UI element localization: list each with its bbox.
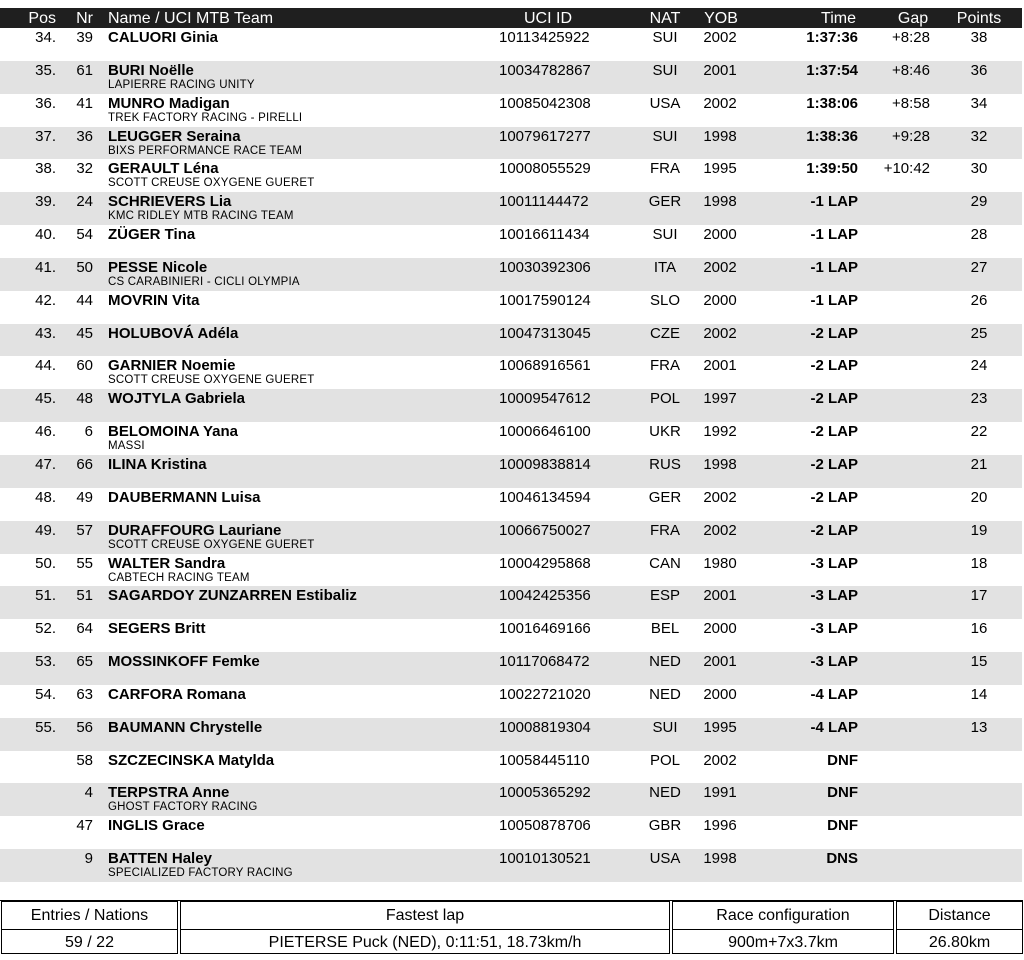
table-row <box>0 554 1022 587</box>
rider-team: SPECIALIZED FACTORY RACING <box>108 867 293 880</box>
rider-number: 6 <box>84 423 93 441</box>
rider-position: 39. <box>35 193 56 211</box>
summary-distance-value: 26.80km <box>928 934 991 951</box>
rider-points: 36 <box>970 61 988 79</box>
summary-config-value: 900m+7x3.7km <box>728 934 838 951</box>
rider-name: HOLUBOVÁ Adéla <box>108 324 239 342</box>
table-row <box>0 291 1022 324</box>
rider-number: 44 <box>76 291 93 309</box>
summary-entries <box>1 901 178 954</box>
rider-team: SCOTT CREUSE OXYGENE GUERET <box>108 538 315 551</box>
rider-uci-id: 10117068472 <box>499 653 590 671</box>
rider-uci-id: 10046134594 <box>499 488 591 506</box>
rider-number: 32 <box>76 160 93 178</box>
rider-time: -3 LAP <box>810 554 858 572</box>
rider-position: 49. <box>35 521 56 539</box>
rider-year-of-birth: 2002 <box>703 324 737 342</box>
rider-time: -2 LAP <box>810 455 858 473</box>
rider-position: 47. <box>35 455 56 473</box>
rider-name: ILINA Kristina <box>108 455 207 473</box>
rider-points: 13 <box>970 718 988 736</box>
rider-number: 58 <box>76 751 93 769</box>
table-row <box>0 652 1022 685</box>
rider-team: SCOTT CREUSE OXYGENE GUERET <box>108 374 315 387</box>
rider-team: SCOTT CREUSE OXYGENE GUERET <box>108 177 315 190</box>
rider-time: 1:38:06 <box>806 94 858 112</box>
rider-gap: +8:28 <box>892 29 930 46</box>
rider-position: 46. <box>35 423 56 441</box>
rider-position: 45. <box>35 390 56 408</box>
rider-nationality: FRA <box>650 521 680 539</box>
rider-year-of-birth: 1997 <box>703 390 737 408</box>
rider-time: -4 LAP <box>810 718 858 736</box>
rider-position: 51. <box>35 587 56 605</box>
rider-year-of-birth: 2000 <box>703 226 737 244</box>
rider-points: 15 <box>970 653 988 671</box>
table-row <box>0 783 1022 816</box>
rider-year-of-birth: 1995 <box>703 160 737 178</box>
rider-year-of-birth: 1980 <box>703 554 737 572</box>
rider-year-of-birth: 2000 <box>703 291 737 309</box>
rider-gap: +8:46 <box>892 61 930 79</box>
rider-uci-id: 10022721020 <box>499 685 591 703</box>
table-row <box>0 258 1022 291</box>
rider-year-of-birth: 1996 <box>703 817 737 835</box>
rider-nationality: BEL <box>650 620 680 638</box>
table-row <box>0 586 1022 619</box>
rider-uci-id: 10005365292 <box>499 784 591 802</box>
rider-position: 34. <box>35 29 56 46</box>
rider-name: GERAULT Léna <box>108 160 219 178</box>
results-table-body <box>0 28 1022 882</box>
rider-time: 1:37:54 <box>806 61 858 79</box>
rider-gap: +10:42 <box>883 160 930 178</box>
rider-time: -2 LAP <box>810 423 858 441</box>
rider-position: 48. <box>35 488 56 506</box>
rider-name: BATTEN Haley <box>108 850 212 868</box>
rider-name: WALTER Sandra <box>108 554 226 572</box>
rider-name: TERPSTRA Anne <box>108 784 230 802</box>
summary-distance-label: Distance <box>897 902 1022 930</box>
header-nat: NAT <box>649 10 681 27</box>
rider-name: CARFORA Romana <box>108 685 246 703</box>
rider-year-of-birth: 1992 <box>703 423 737 441</box>
rider-team: GHOST FACTORY RACING <box>108 801 258 814</box>
rider-number: 50 <box>76 258 93 276</box>
rider-year-of-birth: 1998 <box>703 455 737 473</box>
rider-uci-id: 10008819304 <box>499 718 591 736</box>
header-name: Name / UCI MTB Team <box>108 10 274 27</box>
rider-nationality: CZE <box>650 324 680 342</box>
table-row <box>0 816 1022 849</box>
rider-uci-id: 10113425922 <box>499 29 590 46</box>
table-row <box>0 422 1022 455</box>
rider-number: 60 <box>76 357 93 375</box>
rider-nationality: NED <box>649 685 681 703</box>
rider-nationality: ITA <box>653 258 677 276</box>
table-row <box>0 192 1022 225</box>
rider-name: PESSE Nicole <box>108 258 208 276</box>
table-row <box>0 849 1022 882</box>
rider-uci-id: 10034782867 <box>499 61 591 79</box>
rider-name: BELOMOINA Yana <box>108 423 239 441</box>
rider-nationality: GBR <box>648 817 682 835</box>
rider-name: SCHRIEVERS Lia <box>108 193 232 211</box>
rider-uci-id: 10042425356 <box>499 587 591 605</box>
rider-position: 53. <box>35 653 56 671</box>
rider-points: 16 <box>970 620 988 638</box>
rider-time: -3 LAP <box>810 653 858 671</box>
rider-time: -4 LAP <box>810 685 858 703</box>
rider-points: 24 <box>970 357 988 375</box>
rider-nationality: SUI <box>652 29 678 46</box>
race-summary <box>0 900 1023 954</box>
table-row <box>0 488 1022 521</box>
rider-team: KMC RIDLEY MTB RACING TEAM <box>108 210 294 223</box>
rider-time: -1 LAP <box>810 291 858 309</box>
header-yob: YOB <box>704 10 738 27</box>
rider-position: 43. <box>35 324 56 342</box>
rider-nationality: FRA <box>650 357 680 375</box>
rider-year-of-birth: 1998 <box>703 127 737 145</box>
summary-fastest-label: Fastest lap <box>181 902 669 930</box>
rider-uci-id: 10066750027 <box>499 521 591 539</box>
rider-position: 55. <box>35 718 56 736</box>
rider-nationality: NED <box>649 784 681 802</box>
rider-points: 18 <box>970 554 988 572</box>
table-row <box>0 127 1022 160</box>
rider-number: 47 <box>76 817 93 835</box>
rider-time: -1 LAP <box>810 193 858 211</box>
rider-name: SAGARDOY ZUNZARREN Estibaliz <box>108 587 357 605</box>
summary-entries-label: Entries / Nations <box>2 902 177 930</box>
rider-position: 54. <box>35 685 56 703</box>
rider-nationality: POL <box>649 751 681 769</box>
rider-name: BURI Noëlle <box>108 61 194 79</box>
rider-year-of-birth: 2001 <box>703 587 737 605</box>
rider-name: INGLIS Grace <box>108 817 205 835</box>
rider-position: 35. <box>35 61 56 79</box>
rider-name: ZÜGER Tina <box>108 226 196 244</box>
rider-points: 25 <box>970 324 988 342</box>
rider-uci-id: 10016611434 <box>499 226 590 244</box>
rider-points: 23 <box>970 390 988 408</box>
rider-time: 1:37:36 <box>806 29 858 46</box>
rider-points: 32 <box>970 127 988 145</box>
rider-number: 45 <box>76 324 93 342</box>
rider-name: MUNRO Madigan <box>108 94 230 112</box>
rider-number: 4 <box>84 784 93 802</box>
rider-year-of-birth: 2002 <box>703 521 737 539</box>
rider-points: 22 <box>970 423 988 441</box>
rider-nationality: SLO <box>649 291 681 309</box>
header-nr: Nr <box>76 10 93 27</box>
rider-number: 55 <box>76 554 93 572</box>
rider-year-of-birth: 2002 <box>703 258 737 276</box>
rider-nationality: ESP <box>649 587 681 605</box>
table-row <box>0 521 1022 554</box>
rider-points: 20 <box>970 488 988 506</box>
rider-uci-id: 10016469166 <box>499 620 591 638</box>
rider-position: 36. <box>35 94 56 112</box>
rider-points: 14 <box>970 685 988 703</box>
rider-time: DNF <box>827 784 858 802</box>
rider-position: 40. <box>35 226 56 244</box>
rider-name: CALUORI Ginia <box>108 29 219 46</box>
rider-points: 27 <box>970 258 988 276</box>
rider-name: LEUGGER Seraina <box>108 127 241 145</box>
rider-name: DAUBERMANN Luisa <box>108 488 261 506</box>
rider-name: DURAFFOURG Lauriane <box>108 521 282 539</box>
rider-name: SEGERS Britt <box>108 620 206 638</box>
rider-time: DNS <box>826 850 858 868</box>
rider-team: CS CARABINIERI - CICLI OLYMPIA <box>108 275 300 288</box>
rider-number: 48 <box>76 390 93 408</box>
rider-position: 38. <box>35 160 56 178</box>
rider-nationality: SUI <box>652 61 678 79</box>
rider-number: 36 <box>76 127 93 145</box>
rider-uci-id: 10050878706 <box>499 817 591 835</box>
table-row <box>0 455 1022 488</box>
table-row <box>0 225 1022 258</box>
rider-time: 1:38:36 <box>806 127 858 145</box>
rider-position: 41. <box>35 258 56 276</box>
rider-number: 39 <box>76 29 93 46</box>
summary-entries-value: 59 / 22 <box>65 934 114 951</box>
table-row <box>0 685 1022 718</box>
rider-name: WOJTYLA Gabriela <box>108 390 245 408</box>
rider-uci-id: 10047313045 <box>499 324 591 342</box>
rider-points: 19 <box>970 521 988 539</box>
rider-year-of-birth: 2002 <box>703 94 737 112</box>
summary-race-configuration <box>672 901 894 954</box>
rider-uci-id: 10009838814 <box>499 455 591 473</box>
rider-uci-id: 10010130521 <box>499 850 591 868</box>
rider-nationality: NED <box>649 653 681 671</box>
rider-number: 9 <box>84 850 93 868</box>
rider-time: -2 LAP <box>810 324 858 342</box>
rider-uci-id: 10009547612 <box>499 390 591 408</box>
rider-uci-id: 10017590124 <box>499 291 591 309</box>
rider-name: BAUMANN Chrystelle <box>108 718 263 736</box>
table-row <box>0 751 1022 784</box>
table-row <box>0 324 1022 357</box>
rider-year-of-birth: 1998 <box>703 850 737 868</box>
rider-team: LAPIERRE RACING UNITY <box>108 78 255 91</box>
rider-year-of-birth: 2001 <box>703 357 737 375</box>
rider-points: 28 <box>970 226 988 244</box>
rider-nationality: RUS <box>649 455 681 473</box>
rider-uci-id: 10058445110 <box>499 751 590 769</box>
rider-gap: +9:28 <box>892 127 930 145</box>
table-row <box>0 159 1022 192</box>
rider-points: 34 <box>970 94 988 112</box>
rider-position: 52. <box>35 620 56 638</box>
rider-year-of-birth: 1995 <box>703 718 737 736</box>
rider-team: MASSI <box>108 440 145 453</box>
rider-uci-id: 10011144472 <box>499 193 589 211</box>
rider-year-of-birth: 2001 <box>703 61 737 79</box>
summary-fastest-value: PIETERSE Puck (NED), 0:11:51, 18.73km/h <box>268 934 582 951</box>
rider-name: SZCZECINSKA Matylda <box>108 751 275 769</box>
rider-nationality: CAN <box>649 554 681 572</box>
rider-points: 17 <box>970 587 988 605</box>
rider-uci-id: 10085042308 <box>499 94 591 112</box>
rider-number: 63 <box>76 685 93 703</box>
rider-year-of-birth: 1991 <box>703 784 737 802</box>
rider-time: 1:39:50 <box>806 160 858 178</box>
rider-time: -1 LAP <box>810 226 858 244</box>
rider-name: MOSSINKOFF Femke <box>108 653 260 671</box>
header-time: Time <box>821 10 856 27</box>
rider-number: 49 <box>76 488 93 506</box>
table-row <box>0 389 1022 422</box>
summary-fastest-lap <box>180 901 670 954</box>
rider-time: -2 LAP <box>810 357 858 375</box>
rider-year-of-birth: 2002 <box>703 751 737 769</box>
rider-year-of-birth: 2000 <box>703 620 737 638</box>
rider-number: 56 <box>76 718 93 736</box>
results-table-header <box>0 8 1022 28</box>
rider-nationality: USA <box>649 94 681 112</box>
table-row <box>0 619 1022 652</box>
header-gap: Gap <box>897 10 929 27</box>
rider-number: 64 <box>76 620 93 638</box>
summary-distance <box>896 901 1023 954</box>
table-row <box>0 94 1022 127</box>
table-row <box>0 61 1022 94</box>
rider-nationality: SUI <box>652 718 678 736</box>
rider-number: 51 <box>76 587 93 605</box>
rider-team: BIXS PERFORMANCE RACE TEAM <box>108 144 303 157</box>
rider-team: CABTECH RACING TEAM <box>108 571 250 584</box>
rider-gap: +8:58 <box>892 94 930 112</box>
rider-uci-id: 10068916561 <box>499 357 591 375</box>
rider-number: 65 <box>76 653 93 671</box>
rider-time: -2 LAP <box>810 521 858 539</box>
rider-year-of-birth: 2000 <box>703 685 737 703</box>
rider-time: DNF <box>827 817 858 835</box>
rider-position: 42. <box>35 291 56 309</box>
table-row <box>0 718 1022 751</box>
rider-year-of-birth: 2002 <box>703 488 737 506</box>
rider-points: 29 <box>970 193 988 211</box>
rider-nationality: GER <box>648 193 682 211</box>
rider-number: 24 <box>76 193 93 211</box>
rider-points: 26 <box>970 291 988 309</box>
rider-time: -2 LAP <box>810 390 858 408</box>
rider-name: MOVRIN Vita <box>108 291 200 309</box>
header-points: Points <box>956 10 1002 27</box>
rider-number: 54 <box>76 226 93 244</box>
rider-team: TREK FACTORY RACING - PIRELLI <box>108 111 303 124</box>
rider-position: 44. <box>35 357 56 375</box>
rider-nationality: SUI <box>652 226 678 244</box>
rider-number: 57 <box>76 521 93 539</box>
rider-year-of-birth: 1998 <box>703 193 737 211</box>
rider-position: 37. <box>35 127 56 145</box>
rider-nationality: SUI <box>652 127 678 145</box>
rider-points: 38 <box>970 29 988 46</box>
rider-uci-id: 10006646100 <box>499 423 591 441</box>
rider-uci-id: 10004295868 <box>499 554 591 572</box>
rider-points: 30 <box>970 160 988 178</box>
rider-nationality: UKR <box>649 423 681 441</box>
rider-year-of-birth: 2002 <box>703 29 737 46</box>
rider-uci-id: 10008055529 <box>499 160 591 178</box>
rider-nationality: POL <box>649 390 681 408</box>
rider-nationality: GER <box>648 488 682 506</box>
header-pos: Pos <box>28 10 56 27</box>
rider-position: 50. <box>35 554 56 572</box>
summary-config-label: Race configuration <box>673 902 893 930</box>
table-row <box>0 356 1022 389</box>
rider-nationality: FRA <box>650 160 680 178</box>
rider-name: GARNIER Noemie <box>108 357 236 375</box>
rider-time: -1 LAP <box>810 258 858 276</box>
rider-number: 61 <box>76 61 93 79</box>
rider-points: 21 <box>970 455 988 473</box>
rider-uci-id: 10079617277 <box>499 127 591 145</box>
rider-time: -3 LAP <box>810 620 858 638</box>
rider-nationality: USA <box>649 850 681 868</box>
table-row <box>0 28 1022 61</box>
rider-year-of-birth: 2001 <box>703 653 737 671</box>
rider-number: 66 <box>76 455 93 473</box>
rider-time: -2 LAP <box>810 488 858 506</box>
rider-number: 41 <box>76 94 93 112</box>
rider-uci-id: 10030392306 <box>499 258 591 276</box>
header-uci-id: UCI ID <box>524 10 572 27</box>
rider-time: -3 LAP <box>810 587 858 605</box>
rider-time: DNF <box>827 751 858 769</box>
